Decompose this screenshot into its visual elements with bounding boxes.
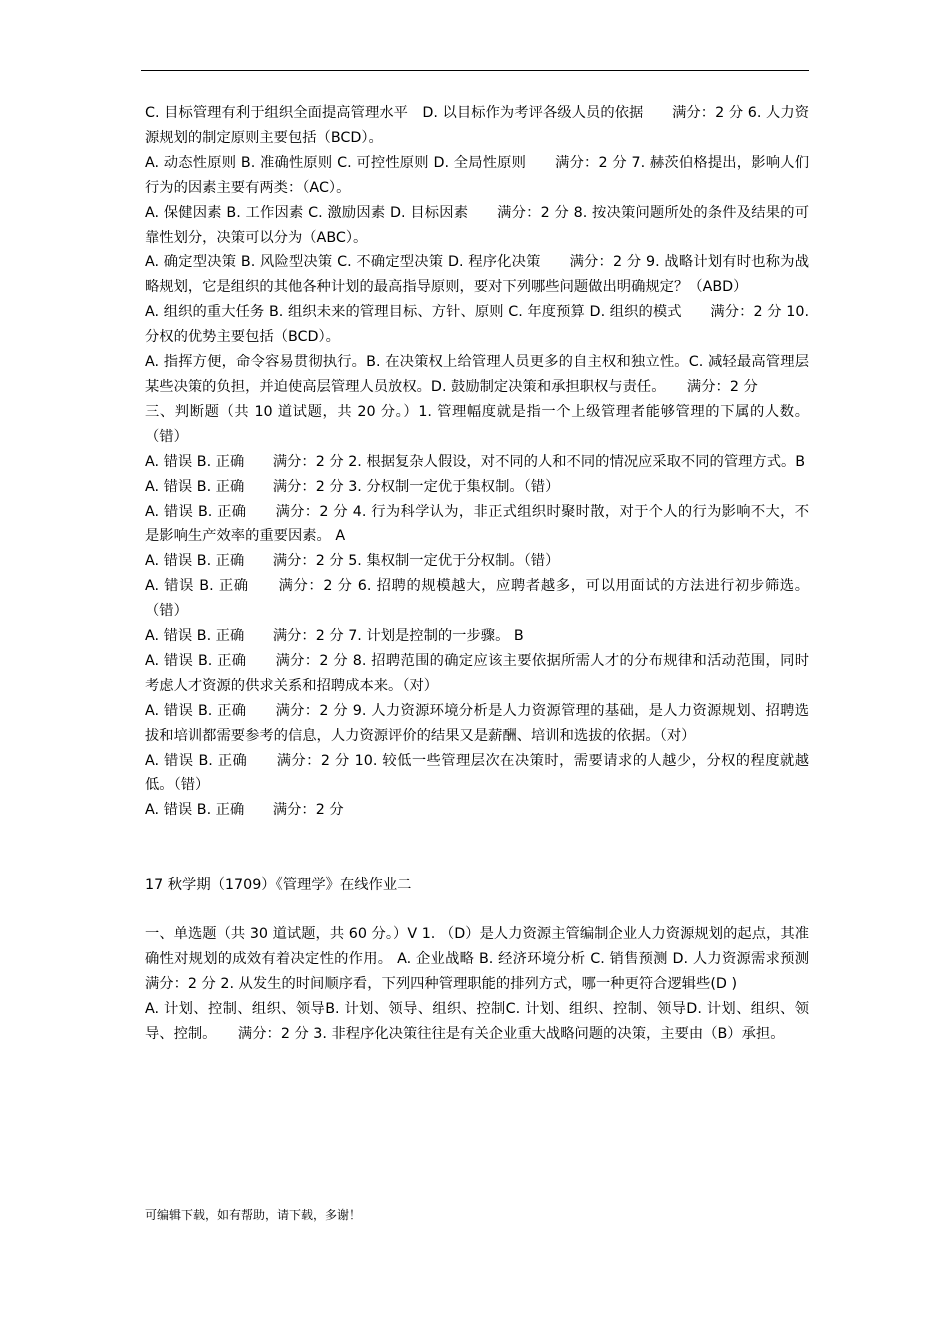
paragraph: A. 确定型决策 B. 风险型决策 C. 不确定型决策 D. 程序化决策 满分：2 分 9. 战略计划有时也称为战略规划，它是组织的其他各种计划的最高指导原则，要对下列哪些问题做出明确规定？（ABD） [145,254,809,296]
paragraph: 三、判断题（共 10 道试题，共 20 分。）1. 管理幅度就是指一个上级管理者能够管理的下属的人数。（错） [145,403,809,445]
paragraph: A. 错误 B. 正确 满分：2 分 [145,802,344,819]
paragraph: A. 动态性原则 B. 准确性原则 C. 可控性原则 D. 全局性原则 满分：2 分 7. 赫茨伯格提出，影响人们行为的因素主要有两类：（AC）。 [145,154,809,196]
footer-note: 可编辑下载，如有帮助，请下载，多谢！ [145,1208,362,1222]
paragraph: A. 错误 B. 正确 满分：2 分 5. 集权制一定优于分权制。（错） [145,553,560,570]
paragraph: A. 组织的重大任务 B. 组织未来的管理目标、方针、原则 C. 年度预算 D. 组织的模式 满分：2 分 10. 分权的优势主要包括（BCD）。 [145,304,809,346]
paragraph: A. 错误 B. 正确 满分：2 分 10. 较低一些管理层次在决策时，需要请求的人越少，分权的程度就越低。（错） [145,752,809,794]
paragraph: A. 指挥方便，命令容易贯彻执行。B. 在决策权上给管理人员更多的自主权和独立性。C. 减轻最高管理层某些决策的负担，并迫使高层管理人员放权。D. 鼓励制定决策和承担职权与责任。 满分：2 分 [145,354,809,395]
paragraph: A. 错误 B. 正确 满分：2 分 2. 根据复杂人假设，对不同的人和不同的情况应采取不同的管理方式。B [145,453,806,470]
paragraph: A. 错误 B. 正确 满分：2 分 6. 招聘的规模越大，应聘者越多，可以用面试的方法进行初步筛选。（错） [145,578,809,620]
paragraph: A. 错误 B. 正确 满分：2 分 4. 行为科学认为，非正式组织时聚时散，对于个人的行为影响不大，不是影响生产效率的重要因素。 A [145,503,809,545]
paragraph: A. 计划、控制、组织、领导B. 计划、领导、组织、控制C. 计划、组织、控制、领导D. 计划、组织、领导、控制。 满分：2 分 3. 非程序化决策往往是有关企业重大战略问题的决策，主要由（B）承担。 [145,1000,809,1042]
paragraph: A. 保健因素 B. 工作因素 C. 激励因素 D. 目标因素 满分：2 分 8. 按决策问题所处的条件及结果的可靠性划分，决策可以分为（ABC）。 [145,204,809,246]
paragraph: A. 错误 B. 正确 满分：2 分 8. 招聘范围的确定应该主要依据所需人才的分布规律和活动范围，同时考虑人才资源的供求关系和招聘成本来。（对） [145,652,809,694]
document-body [145,101,838,1047]
paragraph: 一、单选题（共 30 道试题，共 60 分。）V 1. （D）是人力资源主管编制企业人力资源规划的起点，其准确性对规划的成效有着决定性的作用。 A. 企业战略 B. 经济环境分析 C. 销售预测 D. 人力资源需求预测 满分：2 分 2. 从发生的时间顺序看，下列四种管理职能的排列方式，哪一种更符合逻辑些(D ) [145,926,838,992]
header-rule [141,70,809,71]
paragraph: A. 错误 B. 正确 满分：2 分 7. 计划是控制的一步骤。 B [145,628,524,645]
paragraph: C. 目标管理有利于组织全面提高管理水平 D. 以目标作为考评各级人员的依据 满分：2 分 6. 人力资源规划的制定原则主要包括（BCD）。 [145,105,809,146]
section-title: 17 秋学期（1709）《管理学》在线作业二 [145,877,412,894]
paragraph: A. 错误 B. 正确 满分：2 分 9. 人力资源环境分析是人力资源管理的基础，是人力资源规划、招聘选拔和培训都需要参考的信息，人力资源评价的结果又是薪酬、培训和选拔的依据。（对） [145,702,809,744]
paragraph: A. 错误 B. 正确 满分：2 分 3. 分权制一定优于集权制。（错） [145,478,560,495]
